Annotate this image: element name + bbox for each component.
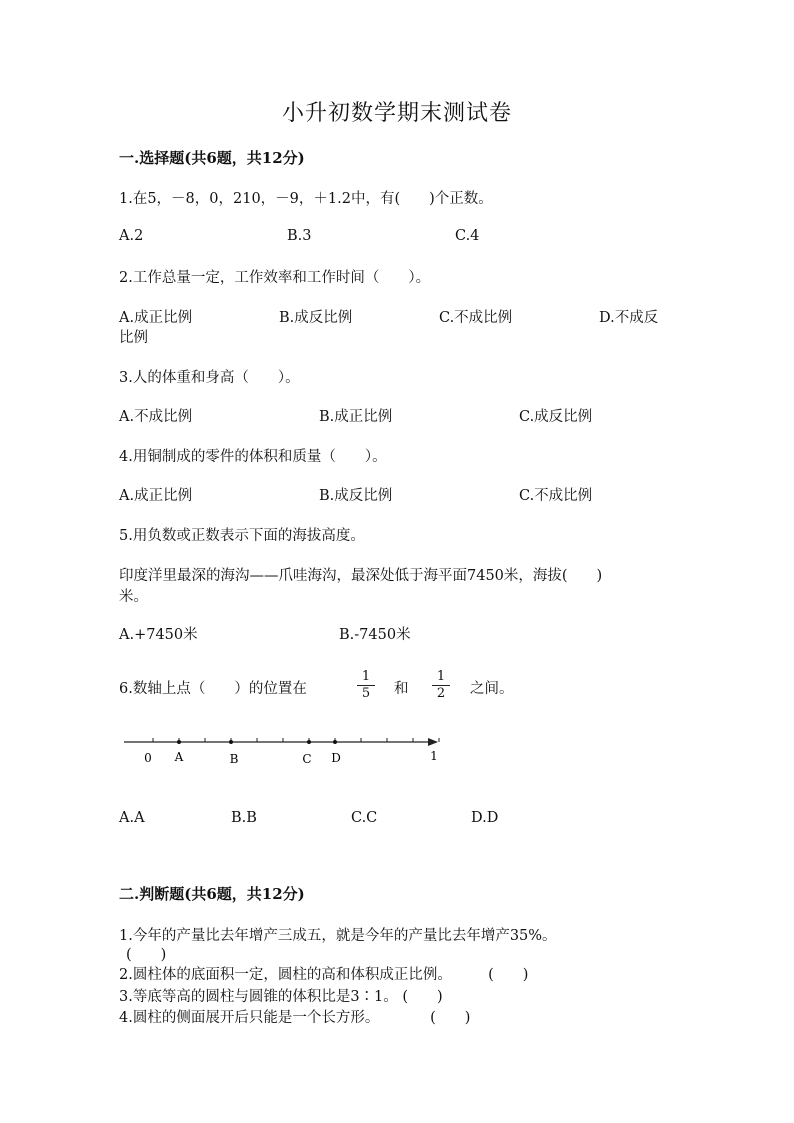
point-c-dot: [307, 740, 311, 744]
point-b-dot: [229, 740, 233, 744]
q6-option-a: A.A: [119, 810, 145, 826]
q2-option-d-wrap: 比例: [119, 330, 148, 346]
q1-option-b: B.3: [287, 228, 312, 244]
q6-option-d: D.D: [471, 810, 499, 826]
question-5-detail-wrap: 米。: [119, 589, 148, 605]
point-c-label: C: [302, 752, 312, 766]
number-line-arrow: [428, 738, 438, 746]
section-heading-judgement: 二.判断题(共6题，共12分): [119, 885, 305, 903]
q4-option-c: C.不成比例: [519, 488, 593, 504]
q5-option-a: A.+7450米: [119, 627, 198, 643]
q1-option-a: A.2: [119, 228, 144, 244]
number-line-one-label: 1: [430, 749, 438, 763]
point-b-label: B: [229, 752, 239, 766]
q3-option-b: B.成正比例: [319, 409, 393, 425]
point-a-label: A: [174, 750, 184, 764]
q4-option-a: A.成正比例: [119, 488, 193, 504]
fraction-denominator: 2: [436, 686, 446, 701]
judgement-2: 2.圆柱体的底面积一定，圆柱的高和体积成正比例。 ( ): [119, 967, 529, 983]
question-4: 4.用铜制成的零件的体积和质量（ ）。: [119, 449, 387, 465]
judgement-1-blank: ( ): [126, 947, 167, 963]
fraction-one-fifth: [357, 670, 375, 701]
point-d-dot: [333, 740, 337, 744]
question-1: 1.在5，－8，0，210，－9，＋1.2中，有( )个正数。: [119, 191, 493, 207]
q3-option-c: C.成反比例: [519, 409, 593, 425]
q3-option-a: A.不成比例: [119, 409, 193, 425]
question-2: 2.工作总量一定，工作效率和工作时间（ ）。: [119, 270, 431, 286]
judgement-1: 1.今年的产量比去年增产三成五，就是今年的产量比去年增产35%。: [119, 928, 557, 944]
question-5-detail: 印度洋里最深的海沟——爪哇海沟，最深处低于海平面7450米，海拔( ): [119, 568, 603, 584]
q1-option-c: C.4: [455, 228, 480, 244]
q2-option-b: B.成反比例: [279, 310, 353, 326]
judgement-4: 4.圆柱的侧面展开后只能是一个长方形。 ( ): [119, 1010, 471, 1026]
q2-option-c: C.不成比例: [439, 310, 513, 326]
point-d-label: D: [331, 751, 341, 765]
question-6-and: 和: [394, 681, 409, 697]
fraction-numerator: 1: [436, 669, 446, 684]
fraction-numerator: 1: [361, 669, 371, 684]
point-a-dot: [177, 740, 181, 744]
question-5: 5.用负数或正数表示下面的海拔高度。: [119, 528, 365, 544]
question-6-end: 之间。: [470, 681, 514, 697]
fraction-one-half: [432, 670, 450, 701]
q2-option-a: A.成正比例: [119, 310, 193, 326]
section-heading-choice: 一.选择题(共6题，共12分): [119, 149, 305, 167]
fraction-denominator: 5: [361, 686, 371, 701]
q6-option-c: C.C: [351, 810, 378, 826]
q6-option-b: B.B: [231, 810, 257, 826]
judgement-3: 3.等底等高的圆柱与圆锥的体积比是3∶1。 ( ): [119, 989, 443, 1005]
q2-option-d: D.不成反: [599, 310, 659, 326]
number-line-zero-label: 0: [144, 751, 152, 765]
question-6: 6.数轴上点（ ）的位置在: [119, 681, 307, 697]
q4-option-b: B.成反比例: [319, 488, 393, 504]
number-line: [118, 728, 448, 778]
question-3: 3.人的体重和身高（ ）。: [119, 370, 300, 386]
page-title: 小升初数学期末测试卷: [281, 101, 512, 126]
q5-option-b: B.-7450米: [339, 627, 411, 643]
